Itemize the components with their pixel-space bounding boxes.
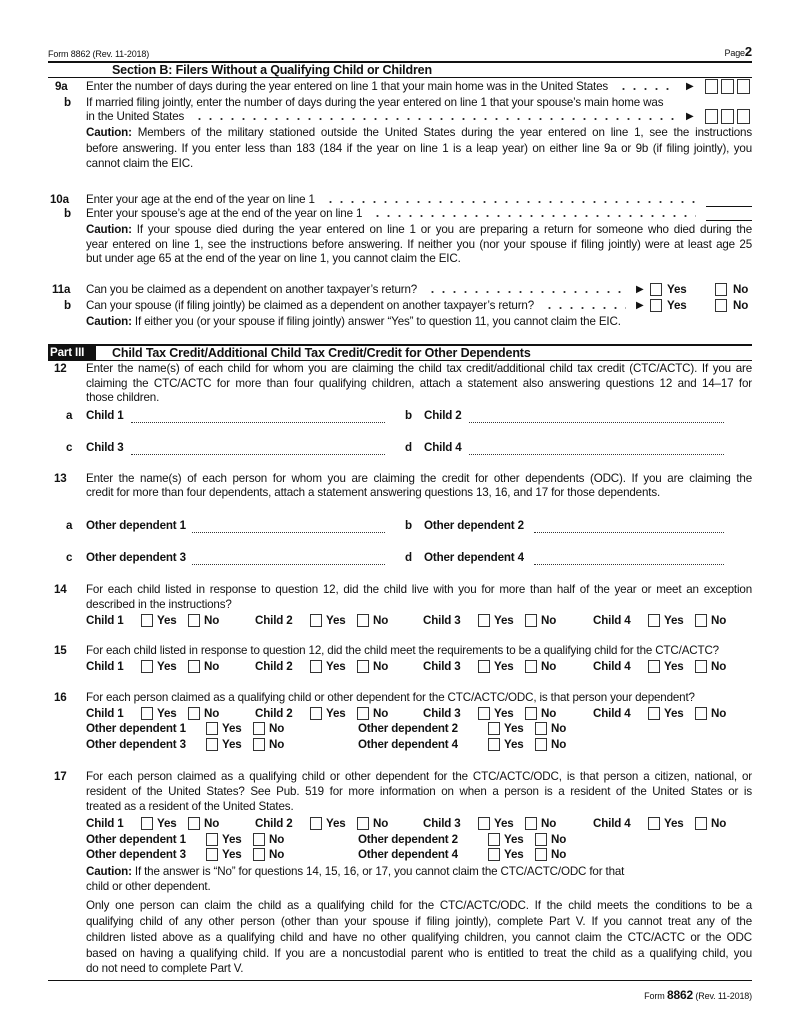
q17-od3-label: Other dependent 3 xyxy=(86,848,186,861)
page-number xyxy=(724,45,752,60)
q17-od1-label: Other dependent 1 xyxy=(86,833,186,846)
caution-text: Members of the military stationed outside the United States during the year entered on line 1, see the instructions xyxy=(137,126,752,139)
q17-od4-label: Other dependent 4 xyxy=(358,848,458,861)
q14-child1-label: Child 1 xyxy=(86,614,124,627)
no-label: No xyxy=(733,299,749,312)
q14-line-1: For each child listed in response to question 12, did the child live with you for more than half of the year or meet an exception xyxy=(86,583,752,596)
q16-od3-no-checkbox[interactable] xyxy=(253,738,265,751)
od2-letter: b xyxy=(405,519,412,532)
child1-label: Child 1 xyxy=(86,409,124,422)
q12-line-1: Enter the name(s) of each child for whom you are claiming the child tax credit/additional child tax credit (CTC/ACTC). If you are xyxy=(86,362,752,375)
caution-text: If your spouse died during the year entered on line 1 or you are preparing a return for someone who died during the xyxy=(136,223,753,236)
leader-dots xyxy=(544,306,626,310)
q17-child3-no-checkbox[interactable] xyxy=(525,817,537,830)
child2-label: Child 2 xyxy=(424,409,462,422)
q16-od4-yes-label: Yes xyxy=(504,738,524,751)
q17-od1-no-label: No xyxy=(269,833,285,846)
q17-od2-yes-label: Yes xyxy=(504,833,524,846)
q10a-text: Enter your age at the end of the year on line 1 xyxy=(86,193,315,206)
q17-para-4: based on having a qualifying child. If you are a noncustodial parent who is entitled to treat the child as a qualifying child, you xyxy=(86,947,752,960)
q16-child1-label: Child 1 xyxy=(86,707,124,720)
q10b-text: Enter your spouse’s age at the end of the year on line 1 xyxy=(86,207,363,220)
section-b-title: Section B: Filers Without a Qualifying Child or Children xyxy=(112,63,432,77)
q15-child1-no-label: No xyxy=(204,660,220,673)
q17-od4-yes-label: Yes xyxy=(504,848,524,861)
arrow-icon: ▶ xyxy=(636,300,644,311)
q17-child1-yes-label: Yes xyxy=(157,817,177,830)
q13-num: 13 xyxy=(54,472,67,485)
q9b-text-1: If married filing jointly, enter the number of days during the year entered on line 1 that your spouse’s main home was xyxy=(86,96,664,109)
od4-letter: d xyxy=(405,551,412,564)
caution-text: If either you (or your spouse if filing jointly) answer “Yes” to question 11, you cannot claim the EIC. xyxy=(134,315,621,328)
q17-para-5: do not need to complete Part V. xyxy=(86,962,244,975)
q17-child3-no-label: No xyxy=(541,817,557,830)
q10-caution-1 xyxy=(86,223,752,237)
q14-child1-no-label: No xyxy=(204,614,220,627)
q11b-row xyxy=(86,299,632,313)
q15-child1-label: Child 1 xyxy=(86,660,124,673)
q16-child1-yes-checkbox[interactable] xyxy=(141,707,153,720)
q15-child4-yes-label: Yes xyxy=(664,660,684,673)
q14-child4-no-label: No xyxy=(711,614,727,627)
od2-label: Other dependent 2 xyxy=(424,519,524,532)
child3-label: Child 3 xyxy=(86,441,124,454)
q16-od2-yes-checkbox[interactable] xyxy=(488,722,500,735)
q11a-num: 11a xyxy=(52,283,71,296)
q16-od3-yes-label: Yes xyxy=(222,738,242,751)
q9-caution-1 xyxy=(86,126,752,140)
footer-form-prefix: Form xyxy=(644,991,665,1001)
q14-child1-yes-label: Yes xyxy=(157,614,177,627)
q13-line-2: credit for more than four dependents, attach a statement answering questions 13, 16, and 17 for those dependents. xyxy=(86,486,661,499)
q12-num: 12 xyxy=(54,362,67,375)
q11b-num: b xyxy=(64,299,71,312)
page-num: 2 xyxy=(744,44,752,59)
q15-child3-label: Child 3 xyxy=(423,660,461,673)
q14-child4-yes-checkbox[interactable] xyxy=(648,614,660,627)
q16-od1-no-label: No xyxy=(269,722,285,735)
q17-child1-yes-checkbox[interactable] xyxy=(141,817,153,830)
q17-child4-no-label: No xyxy=(711,817,727,830)
q14-child3-no-label: No xyxy=(541,614,557,627)
q9a-row xyxy=(86,80,682,94)
part-iii-label: Part III xyxy=(48,346,96,360)
q15-child2-yes-label: Yes xyxy=(326,660,346,673)
q14-child2-label: Child 2 xyxy=(255,614,293,627)
q16-od1-yes-checkbox[interactable] xyxy=(206,722,218,735)
form-footer xyxy=(644,988,752,1003)
q17-para-3: children listed above as a qualifying child and have no other qualifying children, you cannot claim the CTC/ACTC or the ODC xyxy=(86,931,752,944)
q17-child2-label: Child 2 xyxy=(255,817,293,830)
q17-od3-no-checkbox[interactable] xyxy=(253,848,265,861)
caution-label: Caution: xyxy=(86,315,132,328)
q16-od2-label: Other dependent 2 xyxy=(358,722,458,735)
child1-letter: a xyxy=(66,409,73,422)
q17-od3-yes-label: Yes xyxy=(222,848,242,861)
yes-label: Yes xyxy=(667,283,687,296)
q17-line-3: treated as a resident of the United States. xyxy=(86,800,294,813)
od3-letter: c xyxy=(66,551,73,564)
no-label: No xyxy=(733,283,749,296)
q17-od1-no-checkbox[interactable] xyxy=(253,833,265,846)
q15-child4-label: Child 4 xyxy=(593,660,631,673)
q16-child1-yes-label: Yes xyxy=(157,707,177,720)
od2-name-field[interactable] xyxy=(534,531,724,533)
q17-child1-no-checkbox[interactable] xyxy=(188,817,200,830)
q12-line-2: claiming the CTC/ACTC for more than four qualifying children, attach a statement also answering questions 12 and 14–17 for xyxy=(86,377,752,390)
q17-child2-yes-label: Yes xyxy=(326,817,346,830)
q17-od4-no-label: No xyxy=(551,848,567,861)
caution-label: Caution: xyxy=(86,126,132,139)
footer-rule xyxy=(48,980,752,981)
q16-child4-label: Child 4 xyxy=(593,707,631,720)
q17-od2-label: Other dependent 2 xyxy=(358,833,458,846)
q10-caution-3: but under age 65 at the end of the year on line 1, you cannot claim the EIC. xyxy=(86,252,461,265)
q16-child4-no-label: No xyxy=(711,707,727,720)
q15-child4-yes-checkbox[interactable] xyxy=(648,660,660,673)
leader-dots xyxy=(618,87,676,91)
q15-child2-no-checkbox[interactable] xyxy=(357,660,369,673)
q9b-digit-2[interactable] xyxy=(721,109,734,124)
q15-child2-label: Child 2 xyxy=(255,660,293,673)
leader-dots xyxy=(427,290,626,294)
q17-od2-yes-checkbox[interactable] xyxy=(488,833,500,846)
q15-num: 15 xyxy=(54,644,67,657)
q16-child2-label: Child 2 xyxy=(255,707,293,720)
q16-child2-no-checkbox[interactable] xyxy=(357,707,369,720)
q17-child2-no-label: No xyxy=(373,817,389,830)
q14-child3-yes-checkbox[interactable] xyxy=(478,614,490,627)
q9b-num: b xyxy=(64,96,71,109)
q17-od2-no-label: No xyxy=(551,833,567,846)
q11b-yes-checkbox[interactable] xyxy=(650,299,662,312)
caution-label: Caution: xyxy=(86,865,132,878)
q16-child4-yes-checkbox[interactable] xyxy=(648,707,660,720)
q16-od2-no-checkbox[interactable] xyxy=(535,722,547,735)
child4-label: Child 4 xyxy=(424,441,462,454)
q9-caution-3: cannot claim the EIC. xyxy=(86,157,194,170)
q16-child4-yes-label: Yes xyxy=(664,707,684,720)
q17-line-2: resident of the United States? See Pub. 519 for more information on when a person is a resident of the United States or is xyxy=(86,785,752,798)
q17-para-2: qualifying child of any other person (other than your spouse if filing jointly), complete Part V. If you cannot treat any of the xyxy=(86,915,752,928)
q15-child1-yes-checkbox[interactable] xyxy=(141,660,153,673)
q14-child4-yes-label: Yes xyxy=(664,614,684,627)
od1-letter: a xyxy=(66,519,73,532)
q9b-digit-1[interactable] xyxy=(705,109,718,124)
q17-child1-label: Child 1 xyxy=(86,817,124,830)
q14-line-2: described in the instructions? xyxy=(86,598,232,611)
q16-od1-label: Other dependent 1 xyxy=(86,722,186,735)
q15-child2-no-label: No xyxy=(373,660,389,673)
q17-od1-yes-label: Yes xyxy=(222,833,242,846)
leader-dots xyxy=(325,200,696,204)
q17-od3-no-label: No xyxy=(269,848,285,861)
child4-letter: d xyxy=(405,441,412,454)
q14-child2-yes-label: Yes xyxy=(326,614,346,627)
section-rule xyxy=(48,77,752,78)
q15-child3-yes-label: Yes xyxy=(494,660,514,673)
q11a-yes-checkbox[interactable] xyxy=(650,283,662,296)
q17-child2-no-checkbox[interactable] xyxy=(357,817,369,830)
q15-child4-no-label: No xyxy=(711,660,727,673)
caution-text: If the answer is “No” for questions 14, 15, 16, or 17, you cannot claim the CTC/ACTC/ODC for that xyxy=(134,865,625,878)
q15-child2-yes-checkbox[interactable] xyxy=(310,660,322,673)
q16-child3-no-label: No xyxy=(541,707,557,720)
caution-label: Caution: xyxy=(86,223,132,236)
q15-line-1: For each child listed in response to question 12, did the child meet the requirements to be a qualifying child for the CTC/ACTC? xyxy=(86,644,719,657)
q16-line-1: For each person claimed as a qualifying child or other dependent for the CTC/ACTC/ODC, is that person your dependent? xyxy=(86,691,695,704)
q16-child1-no-checkbox[interactable] xyxy=(188,707,200,720)
q15-child1-yes-label: Yes xyxy=(157,660,177,673)
q16-od3-label: Other dependent 3 xyxy=(86,738,186,751)
q16-od1-yes-label: Yes xyxy=(222,722,242,735)
q17-child3-yes-label: Yes xyxy=(494,817,514,830)
q14-child2-no-checkbox[interactable] xyxy=(357,614,369,627)
q16-child3-no-checkbox[interactable] xyxy=(525,707,537,720)
q9b-row xyxy=(86,110,682,124)
q16-child2-yes-label: Yes xyxy=(326,707,346,720)
q10b-num: b xyxy=(64,207,71,220)
yes-label: Yes xyxy=(667,299,687,312)
your-age-field[interactable] xyxy=(706,205,752,207)
q9a-digit-1[interactable] xyxy=(705,79,718,94)
q15-child4-no-checkbox[interactable] xyxy=(695,660,707,673)
q17-child3-yes-checkbox[interactable] xyxy=(478,817,490,830)
q14-child4-label: Child 4 xyxy=(593,614,631,627)
q17-od4-yes-checkbox[interactable] xyxy=(488,848,500,861)
child3-name-field[interactable] xyxy=(131,453,385,455)
q17-od4-no-checkbox[interactable] xyxy=(535,848,547,861)
q17-child4-yes-label: Yes xyxy=(664,817,684,830)
footer-rev: (Rev. 11-2018) xyxy=(695,991,752,1001)
q15-child1-no-checkbox[interactable] xyxy=(188,660,200,673)
q14-child2-no-label: No xyxy=(373,614,389,627)
q13-line-1: Enter the name(s) of each person for whom you are claiming the credit for other dependents (ODC). If you are claiming the xyxy=(86,472,752,485)
q16-od1-no-checkbox[interactable] xyxy=(253,722,265,735)
od3-label: Other dependent 3 xyxy=(86,551,186,564)
child3-letter: c xyxy=(66,441,73,454)
part-rule-bottom xyxy=(48,360,752,361)
q17-caution-1 xyxy=(86,865,624,879)
q17-caution-2: child or other dependent. xyxy=(86,880,211,893)
q16-child2-no-label: No xyxy=(373,707,389,720)
part-iii-title: Child Tax Credit/Additional Child Tax Credit/Credit for Other Dependents xyxy=(112,346,531,360)
q17-line-1: For each person claimed as a qualifying child or other dependent for the CTC/ACTC/ODC, is that person a citizen, national, or xyxy=(86,770,752,783)
q9b-digit-3[interactable] xyxy=(737,109,750,124)
q17-child4-yes-checkbox[interactable] xyxy=(648,817,660,830)
q16-child4-no-checkbox[interactable] xyxy=(695,707,707,720)
od1-name-field[interactable] xyxy=(192,531,385,533)
arrow-icon: ▶ xyxy=(636,284,644,295)
q16-child3-yes-checkbox[interactable] xyxy=(478,707,490,720)
q16-od4-no-label: No xyxy=(551,738,567,751)
q10b-row xyxy=(86,207,702,221)
od3-name-field[interactable] xyxy=(192,563,385,565)
q16-child3-yes-label: Yes xyxy=(494,707,514,720)
q11b-text: Can your spouse (if filing jointly) be claimed as a dependent on another taxpayer’s return? xyxy=(86,299,535,312)
child1-name-field[interactable] xyxy=(131,421,385,423)
q14-child3-yes-label: Yes xyxy=(494,614,514,627)
q14-child1-yes-checkbox[interactable] xyxy=(141,614,153,627)
leader-dots xyxy=(194,117,676,121)
q9a-num: 9a xyxy=(55,80,68,93)
spouse-age-field[interactable] xyxy=(706,219,752,221)
q17-child4-label: Child 4 xyxy=(593,817,631,830)
q9a-digit-2[interactable] xyxy=(721,79,734,94)
q16-od4-label: Other dependent 4 xyxy=(358,738,458,751)
child2-letter: b xyxy=(405,409,412,422)
q9b-text-2: in the United States xyxy=(86,110,185,123)
q11b-no-checkbox[interactable] xyxy=(715,299,727,312)
q17-child4-no-checkbox[interactable] xyxy=(695,817,707,830)
q14-num: 14 xyxy=(54,583,67,596)
q10-caution-2: year entered on line 1, see the instructions before answering. If neither you (nor your spouse if filing jointly) were at least age 25 xyxy=(86,238,752,251)
q14-child3-label: Child 3 xyxy=(423,614,461,627)
q14-child1-no-checkbox[interactable] xyxy=(188,614,200,627)
child4-name-field[interactable] xyxy=(469,453,724,455)
q9-caution-2: before answering. If you enter less than 183 (184 if the year on line 1 is a leap year) on either line 9a or 9b (if filing jointly), you xyxy=(86,142,752,155)
q17-para-1: Only one person can claim the child as a qualifying child for the CTC/ACTC/ODC. If the child meets the conditions to be a xyxy=(86,899,752,912)
q17-od2-no-checkbox[interactable] xyxy=(535,833,547,846)
q14-child2-yes-checkbox[interactable] xyxy=(310,614,322,627)
q16-od2-no-label: No xyxy=(551,722,567,735)
q17-num: 17 xyxy=(54,770,67,783)
arrow-icon: ▶ xyxy=(686,111,694,122)
q11a-row xyxy=(86,283,632,297)
q16-child1-no-label: No xyxy=(204,707,220,720)
q16-od3-yes-checkbox[interactable] xyxy=(206,738,218,751)
q9a-digit-3[interactable] xyxy=(737,79,750,94)
q16-od4-yes-checkbox[interactable] xyxy=(488,738,500,751)
q12-line-3: those children. xyxy=(86,391,160,404)
footer-form-num: 8862 xyxy=(666,988,694,1002)
q17-child1-no-label: No xyxy=(204,817,220,830)
od4-label: Other dependent 4 xyxy=(424,551,524,564)
q16-od4-no-checkbox[interactable] xyxy=(535,738,547,751)
leader-dots xyxy=(372,214,696,218)
q11a-no-checkbox[interactable] xyxy=(715,283,727,296)
q10a-row xyxy=(86,193,702,207)
od1-label: Other dependent 1 xyxy=(86,519,186,532)
q16-child3-label: Child 3 xyxy=(423,707,461,720)
q16-child2-yes-checkbox[interactable] xyxy=(310,707,322,720)
q14-child3-no-checkbox[interactable] xyxy=(525,614,537,627)
q15-child3-no-label: No xyxy=(541,660,557,673)
q14-child4-no-checkbox[interactable] xyxy=(695,614,707,627)
q15-child3-yes-checkbox[interactable] xyxy=(478,660,490,673)
child2-name-field[interactable] xyxy=(469,421,724,423)
od4-name-field[interactable] xyxy=(534,563,724,565)
q17-od1-yes-checkbox[interactable] xyxy=(206,833,218,846)
q11a-text: Can you be claimed as a dependent on another taxpayer’s return? xyxy=(86,283,418,296)
q16-num: 16 xyxy=(54,691,67,704)
q16-od3-no-label: No xyxy=(269,738,285,751)
form-header-id: Form 8862 (Rev. 11-2018) xyxy=(48,49,150,59)
q17-od3-yes-checkbox[interactable] xyxy=(206,848,218,861)
page-label: Page xyxy=(724,48,745,58)
q11-caution xyxy=(86,315,621,329)
q16-od2-yes-label: Yes xyxy=(504,722,524,735)
q15-child3-no-checkbox[interactable] xyxy=(525,660,537,673)
q9a-text: Enter the number of days during the year entered on line 1 that your main home was in the United States xyxy=(86,80,609,93)
arrow-icon: ▶ xyxy=(686,81,694,92)
q17-child3-label: Child 3 xyxy=(423,817,461,830)
q17-child2-yes-checkbox[interactable] xyxy=(310,817,322,830)
q10a-num: 10a xyxy=(50,193,69,206)
